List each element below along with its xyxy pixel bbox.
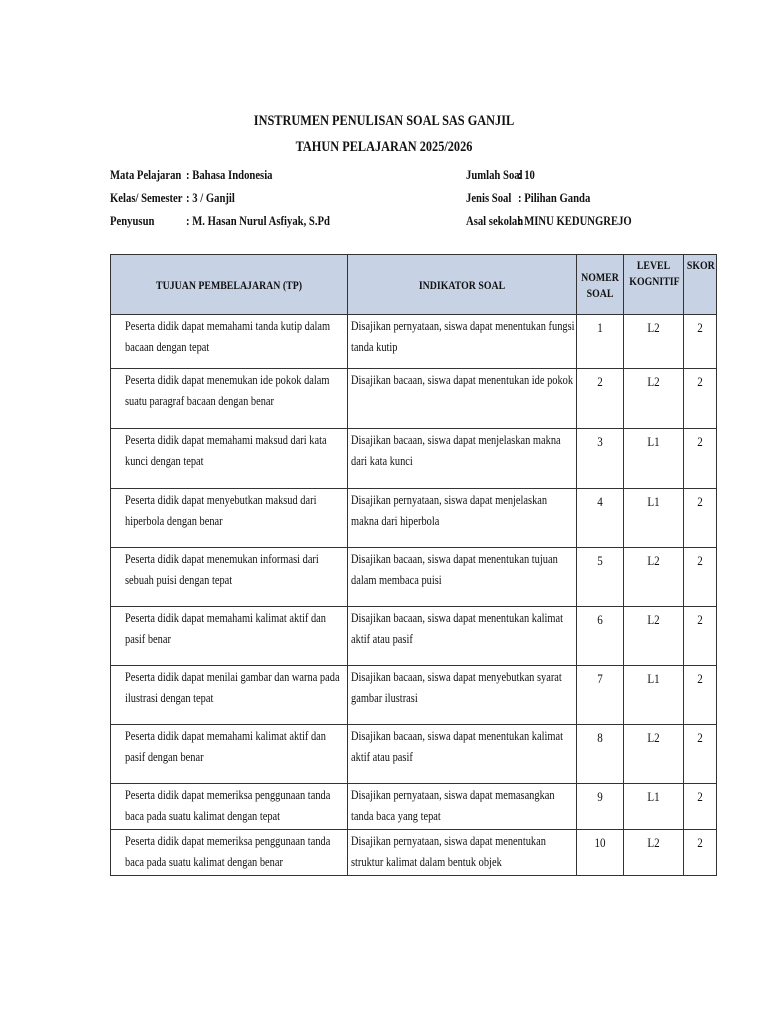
nomer-cell: 10	[577, 830, 624, 876]
tp-cell: Peserta didik dapat memeriksa penggunaan tanda baca pada suatu kalimat dengan tepat	[111, 784, 348, 830]
indikator-cell: Disajikan bacaan, siswa dapat menentukan kalimat aktif atau pasif	[348, 607, 577, 666]
asal-label: Asal sekolah	[466, 213, 524, 228]
table-row	[111, 784, 717, 830]
nomer-cell: 4	[577, 489, 624, 548]
level-cell: L2	[624, 830, 684, 876]
nomer-cell: 3	[577, 429, 624, 489]
skor-cell: 2	[684, 784, 717, 830]
level-cell: L1	[624, 784, 684, 830]
level-cell: L1	[624, 666, 684, 725]
table-row	[111, 315, 717, 369]
document-title: INSTRUMEN PENULISAN SOAL SAS GANJIL	[253, 113, 515, 129]
tp-cell: Peserta didik dapat menilai gambar dan warna pada ilustrasi dengan tepat	[111, 666, 348, 725]
tp-cell: Peserta didik dapat menemukan ide pokok dalam suatu paragraf bacaan dengan benar	[111, 369, 348, 429]
skor-cell: 2	[684, 429, 717, 489]
skor-cell: 2	[684, 607, 717, 666]
skor-cell: 2	[684, 369, 717, 429]
kelas-label: Kelas/ Semester	[110, 190, 183, 205]
table-row	[111, 548, 717, 607]
penyusun-label: Penyusun	[110, 213, 155, 228]
header-level: LEVEL KOGNITIF	[624, 255, 684, 315]
indikator-cell: Disajikan pernyataan, siswa dapat menjelaskan makna dari hiperbola	[348, 489, 577, 548]
level-cell: L2	[624, 369, 684, 429]
nomer-cell: 1	[577, 315, 624, 369]
indikator-cell: Disajikan pernyataan, siswa dapat memasangkan tanda baca yang tepat	[348, 784, 577, 830]
skor-cell: 2	[684, 315, 717, 369]
skor-cell: 2	[684, 725, 717, 784]
tp-cell: Peserta didik dapat memahami tanda kutip dalam bacaan dengan tepat	[111, 315, 348, 369]
soal-table	[110, 254, 717, 876]
tp-cell: Peserta didik dapat memahami kalimat aktif dan pasif dengan benar	[111, 725, 348, 784]
header-nomer: NOMER SOAL	[577, 255, 624, 315]
nomer-cell: 5	[577, 548, 624, 607]
header-indikator: INDIKATOR SOAL	[348, 255, 577, 315]
tp-cell: Peserta didik dapat memahami kalimat aktif dan pasif benar	[111, 607, 348, 666]
skor-cell: 2	[684, 666, 717, 725]
indikator-cell: Disajikan bacaan, siswa dapat menyebutkan syarat gambar ilustrasi	[348, 666, 577, 725]
tp-cell: Peserta didik dapat menyebutkan maksud dari hiperbola dengan benar	[111, 489, 348, 548]
jenis-label: Jenis Soal	[466, 190, 512, 205]
skor-cell: 2	[684, 548, 717, 607]
skor-cell: 2	[684, 830, 717, 876]
table-row	[111, 607, 717, 666]
tp-cell: Peserta didik dapat menemukan informasi dari sebuah puisi dengan tepat	[111, 548, 348, 607]
level-cell: L2	[624, 548, 684, 607]
table-row	[111, 369, 717, 429]
level-cell: L1	[624, 489, 684, 548]
skor-cell: 2	[684, 489, 717, 548]
nomer-cell: 7	[577, 666, 624, 725]
kelas-value: : 3 / Ganjil	[186, 190, 235, 205]
level-cell: L1	[624, 429, 684, 489]
table-row	[111, 489, 717, 548]
indikator-cell: Disajikan bacaan, siswa dapat menentukan ide pokok	[348, 369, 577, 429]
jumlah-label: Jumlah Soal	[466, 167, 523, 182]
header-skor: SKOR	[684, 255, 717, 315]
indikator-cell: Disajikan bacaan, siswa dapat menjelaskan makna dari kata kunci	[348, 429, 577, 489]
tp-cell: Peserta didik dapat memeriksa penggunaan tanda baca pada suatu kalimat dengan benar	[111, 830, 348, 876]
nomer-cell: 2	[577, 369, 624, 429]
nomer-cell: 6	[577, 607, 624, 666]
asal-value: : MINU KEDUNGREJO	[518, 213, 632, 228]
jenis-value: : Pilihan Ganda	[518, 190, 591, 205]
nomer-cell: 8	[577, 725, 624, 784]
level-cell: L2	[624, 607, 684, 666]
mapel-value: : Bahasa Indonesia	[186, 167, 273, 182]
document-subtitle: TAHUN PELAJARAN 2025/2026	[295, 139, 473, 155]
indikator-cell: Disajikan pernyataan, siswa dapat menentukan fungsi tanda kutip	[348, 315, 577, 369]
table-row	[111, 830, 717, 876]
table-row	[111, 666, 717, 725]
table-row	[111, 429, 717, 489]
level-cell: L2	[624, 725, 684, 784]
indikator-cell: Disajikan bacaan, siswa dapat menentukan tujuan dalam membaca puisi	[348, 548, 577, 607]
indikator-cell: Disajikan pernyataan, siswa dapat menentukan struktur kalimat dalam bentuk objek	[348, 830, 577, 876]
header-tp: TUJUAN PEMBELAJARAN (TP)	[111, 255, 348, 315]
jumlah-value: : 10	[518, 167, 535, 182]
table-row	[111, 725, 717, 784]
nomer-cell: 9	[577, 784, 624, 830]
penyusun-value: : M. Hasan Nurul Asfiyak, S.Pd	[186, 213, 330, 228]
tp-cell: Peserta didik dapat memahami maksud dari kata kunci dengan tepat	[111, 429, 348, 489]
mapel-label: Mata Pelajaran	[110, 167, 182, 182]
indikator-cell: Disajikan bacaan, siswa dapat menentukan kalimat aktif atau pasif	[348, 725, 577, 784]
level-cell: L2	[624, 315, 684, 369]
